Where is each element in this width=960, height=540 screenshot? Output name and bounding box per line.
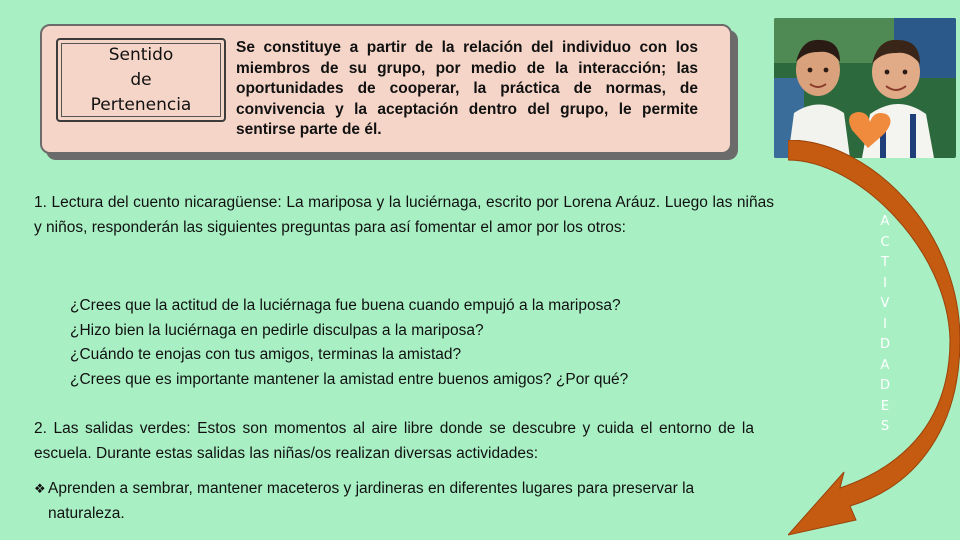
activities-letter: I: [883, 275, 887, 291]
activities-letter: C: [880, 234, 890, 250]
activities-vertical-label: [862, 212, 908, 438]
activities-letter: A: [880, 357, 890, 373]
bullet-text: Aprenden a sembrar, mantener maceteros y jardineras en diferentes lugares para preservar la naturaleza.: [48, 480, 695, 522]
definition-card: [40, 24, 732, 154]
diamond-bullet-icon: ❖: [34, 481, 46, 496]
activities-letter: T: [881, 255, 889, 270]
activities-letter: D: [879, 378, 890, 393]
bullet-item: [34, 477, 724, 526]
activity-1-text: 1. Lectura del cuento nicaragüense: La mariposa y la luciérnaga, escrito por Lorena Aráuz. Luego las niñas y niños, responderán las siguientes preguntas para así fomentar el amor por los otros:: [34, 194, 774, 236]
activities-letter: D: [879, 337, 890, 352]
children-photo: [774, 18, 956, 158]
activities-letter: V: [880, 296, 890, 311]
question-item: ¿Crees que la actitud de la luciérnaga fue buena cuando empujó a la mariposa?: [70, 297, 621, 314]
activities-letter: A: [880, 214, 890, 229]
question-item: ¿Crees que es importante mantener la amistad entre buenos amigos? ¿Por qué?: [70, 370, 629, 388]
activity-2-text: 2. Las salidas verdes: Estos son momentos al aire libre donde se descubre y cuida el entorno de la escuela. Durante estas salidas las niñas/os realizan diversas actividades:: [34, 420, 754, 462]
children-photo-illustration: [774, 18, 956, 158]
question-item: ¿Hizo bien la luciérnaga en pedirle disculpas a la mariposa?: [70, 321, 484, 339]
term-box: [56, 38, 226, 122]
definition-text: Se constituye a partir de la relación del individuo con los miembros de su grupo, por medio de la interacción; las oportunidades de cooperar, la práctica de normas, de convivencia y la aceptación dentro del grupo, le permite sentirse parte de él.: [236, 39, 698, 138]
activities-letter: S: [880, 419, 890, 434]
activities-letter: I: [883, 316, 887, 332]
question-item: ¿Cuándo te enojas con tus amigos, terminas la amistad?: [70, 346, 462, 363]
question-list: [70, 294, 750, 392]
activities-letter: E: [880, 398, 890, 414]
term-label: Sentido de Pertenencia: [90, 44, 192, 115]
